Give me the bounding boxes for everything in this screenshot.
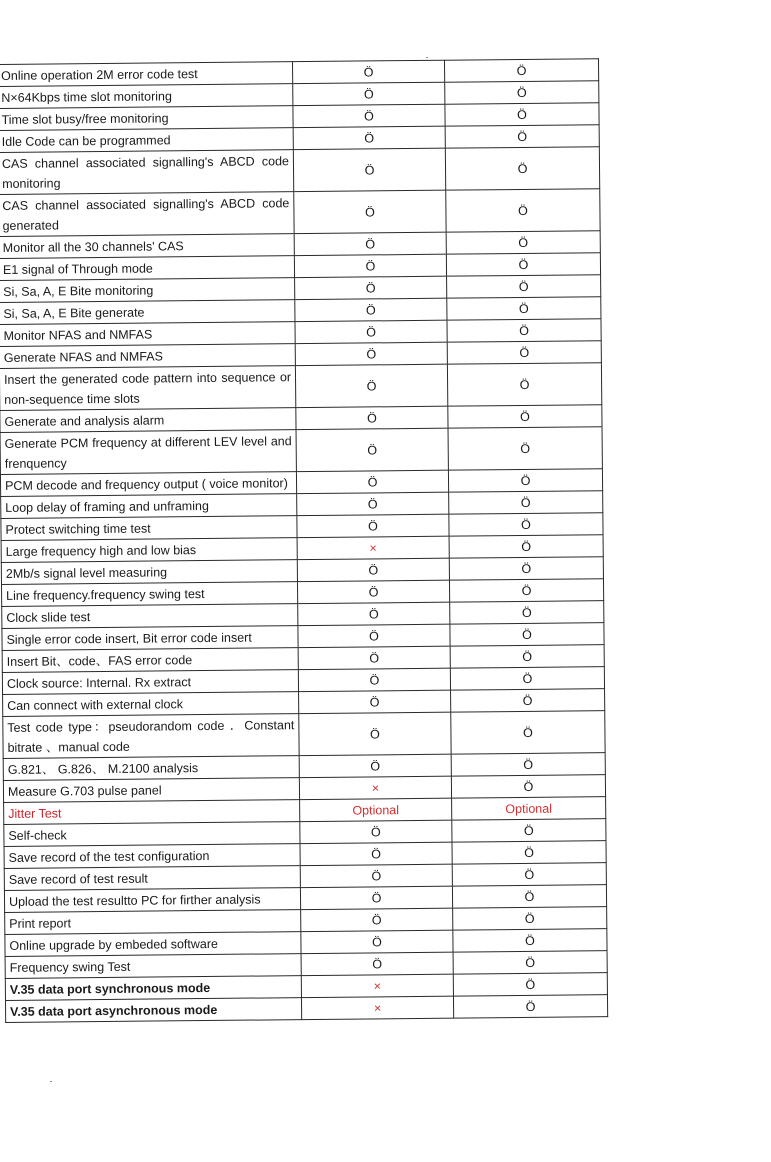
feature-label: Print report bbox=[5, 910, 301, 935]
check-mark: Ö bbox=[300, 886, 452, 909]
check-mark: Ö bbox=[450, 623, 604, 646]
check-mark: Ö bbox=[447, 297, 601, 320]
feature-label: Time slot busy/free monitoring bbox=[0, 106, 293, 131]
check-mark: Ö bbox=[447, 275, 601, 298]
feature-label: Upload the test resultto PC for firther analysis bbox=[4, 888, 300, 913]
check-mark: Ö bbox=[449, 513, 603, 536]
feature-label: Online operation 2M error code test bbox=[0, 62, 293, 87]
feature-label: N×64Kbps time slot monitoring bbox=[0, 84, 293, 109]
check-mark: Ö bbox=[445, 147, 599, 190]
feature-label: Monitor NFAS and NMFAS bbox=[0, 322, 295, 347]
check-mark: Ö bbox=[449, 535, 603, 558]
feature-label: G.821、 G.826、 M.2100 analysis bbox=[3, 756, 299, 781]
check-mark: Ö bbox=[301, 952, 453, 975]
feature-label: E1 signal of Through mode bbox=[0, 256, 295, 281]
feature-label: V.35 data port synchronous mode bbox=[5, 976, 301, 1001]
check-mark: Ö bbox=[448, 405, 602, 428]
feature-label: Large frequency high and low bias bbox=[1, 538, 297, 563]
check-mark: Ö bbox=[293, 104, 445, 127]
cross-mark: × bbox=[301, 974, 453, 997]
check-mark: Ö bbox=[301, 908, 453, 931]
check-mark: Ö bbox=[445, 81, 599, 104]
check-mark: Ö bbox=[294, 232, 446, 255]
check-mark: Ö bbox=[301, 930, 453, 953]
check-mark: Ö bbox=[449, 557, 603, 580]
check-mark: Ö bbox=[450, 645, 604, 668]
check-mark: Ö bbox=[451, 753, 605, 776]
feature-label: Si, Sa, A, E Bite monitoring bbox=[0, 278, 295, 303]
feature-label: Generate and analysis alarm bbox=[0, 408, 296, 433]
check-mark: Ö bbox=[293, 148, 445, 191]
check-mark: Ö bbox=[453, 951, 607, 974]
check-mark: Ö bbox=[298, 602, 450, 625]
table-row bbox=[0, 147, 600, 195]
check-mark: Ö bbox=[452, 841, 606, 864]
feature-label: Save record of test result bbox=[4, 866, 300, 891]
check-mark: Ö bbox=[453, 907, 607, 930]
feature-label: Protect switching time test bbox=[1, 516, 297, 541]
check-mark: Ö bbox=[299, 690, 451, 713]
feature-label: V.35 data port asynchronous mode bbox=[5, 998, 301, 1023]
feature-label: Insert the generated code pattern into sequence or non-sequence time slots bbox=[0, 366, 296, 411]
check-mark: Ö bbox=[446, 231, 600, 254]
check-mark: Ö bbox=[448, 427, 602, 470]
feature-label: CAS channel associated signalling's ABCD code monitoring bbox=[0, 150, 294, 195]
feature-label: CAS channel associated signalling's ABCD code generated bbox=[0, 192, 294, 237]
table-row bbox=[0, 189, 600, 237]
check-mark: Ö bbox=[297, 514, 449, 537]
check-mark: Ö bbox=[453, 973, 607, 996]
feature-label: Idle Code can be programmed bbox=[0, 128, 293, 153]
check-mark: Ö bbox=[299, 712, 451, 755]
table-body bbox=[0, 59, 608, 1023]
check-mark: Ö bbox=[449, 491, 603, 514]
check-mark: Ö bbox=[452, 863, 606, 886]
check-mark: Ö bbox=[447, 363, 601, 406]
check-mark: Ö bbox=[297, 580, 449, 603]
check-mark: Ö bbox=[295, 364, 447, 407]
check-mark: Ö bbox=[293, 126, 445, 149]
feature-label: Test code type：pseudorandom code ．Constant bitrate 、manual code bbox=[3, 714, 299, 759]
check-mark: Ö bbox=[300, 820, 452, 843]
check-mark: Ö bbox=[445, 125, 599, 148]
check-mark: Ö bbox=[444, 59, 598, 82]
scan-speck bbox=[50, 1081, 52, 1082]
feature-label: Single error code insert, Bit error code insert bbox=[2, 626, 298, 651]
check-mark: Ö bbox=[299, 754, 451, 777]
check-mark: Ö bbox=[453, 995, 607, 1018]
check-mark: Ö bbox=[452, 819, 606, 842]
feature-label: Monitor all the 30 channels' CAS bbox=[0, 234, 294, 259]
check-mark: Ö bbox=[296, 406, 448, 429]
feature-label: Frequency swing Test bbox=[5, 954, 301, 979]
cross-mark: × bbox=[301, 996, 453, 1019]
feature-label: Insert Bit、code、FAS error code bbox=[2, 648, 298, 673]
cross-mark: × bbox=[297, 536, 449, 559]
optional-label: Optional bbox=[300, 798, 452, 821]
check-mark: Ö bbox=[294, 254, 446, 277]
table-row bbox=[3, 711, 605, 759]
check-mark: Ö bbox=[448, 469, 602, 492]
check-mark: Ö bbox=[453, 929, 607, 952]
check-mark: Ö bbox=[293, 82, 445, 105]
check-mark: Ö bbox=[295, 342, 447, 365]
feature-label: Online upgrade by embeded software bbox=[5, 932, 301, 957]
table-row bbox=[0, 363, 602, 411]
check-mark: Ö bbox=[447, 319, 601, 342]
check-mark: Ö bbox=[296, 428, 448, 471]
feature-label: Line frequency.frequency swing test bbox=[1, 582, 297, 607]
check-mark: Ö bbox=[295, 298, 447, 321]
feature-label: Clock source: Internal. Rx extract bbox=[2, 670, 298, 695]
check-mark: Ö bbox=[451, 775, 605, 798]
feature-label: Si, Sa, A, E Bite generate bbox=[0, 300, 295, 325]
check-mark: Ö bbox=[298, 646, 450, 669]
check-mark: Ö bbox=[297, 558, 449, 581]
optional-label: Optional bbox=[452, 797, 606, 820]
feature-comparison-table bbox=[0, 58, 608, 1023]
check-mark: Ö bbox=[450, 667, 604, 690]
check-mark: Ö bbox=[300, 842, 452, 865]
check-mark: Ö bbox=[300, 864, 452, 887]
check-mark: Ö bbox=[451, 711, 605, 754]
scan-speck bbox=[426, 57, 428, 58]
feature-label: Save record of the test configuration bbox=[4, 844, 300, 869]
feature-label: Loop delay of framing and unframing bbox=[1, 494, 297, 519]
table-row bbox=[0, 427, 602, 475]
check-mark: Ö bbox=[452, 885, 606, 908]
cross-mark: × bbox=[299, 776, 451, 799]
check-mark: Ö bbox=[295, 320, 447, 343]
feature-label: PCM decode and frequency output ( voice monitor) bbox=[0, 472, 296, 497]
check-mark: Ö bbox=[449, 579, 603, 602]
check-mark: Ö bbox=[450, 601, 604, 624]
feature-label: Generate NFAS and NMFAS bbox=[0, 344, 295, 369]
feature-label: Measure G.703 pulse panel bbox=[3, 778, 299, 803]
check-mark: Ö bbox=[447, 341, 601, 364]
feature-label: Generate PCM frequency at different LEV level and frenquency bbox=[0, 430, 296, 475]
check-mark: Ö bbox=[298, 624, 450, 647]
check-mark: Ö bbox=[297, 492, 449, 515]
feature-label: 2Mb/s signal level measuring bbox=[1, 560, 297, 585]
check-mark: Ö bbox=[295, 276, 447, 299]
check-mark: Ö bbox=[451, 689, 605, 712]
check-mark: Ö bbox=[445, 103, 599, 126]
feature-label: Clock slide test bbox=[2, 604, 298, 629]
check-mark: Ö bbox=[292, 60, 444, 83]
feature-label: Can connect with external clock bbox=[3, 692, 299, 717]
check-mark: Ö bbox=[446, 189, 600, 232]
check-mark: Ö bbox=[298, 668, 450, 691]
feature-label: Self-check bbox=[4, 822, 300, 847]
check-mark: Ö bbox=[294, 190, 446, 233]
feature-label: Jitter Test bbox=[4, 800, 300, 825]
check-mark: Ö bbox=[446, 253, 600, 276]
check-mark: Ö bbox=[296, 470, 448, 493]
